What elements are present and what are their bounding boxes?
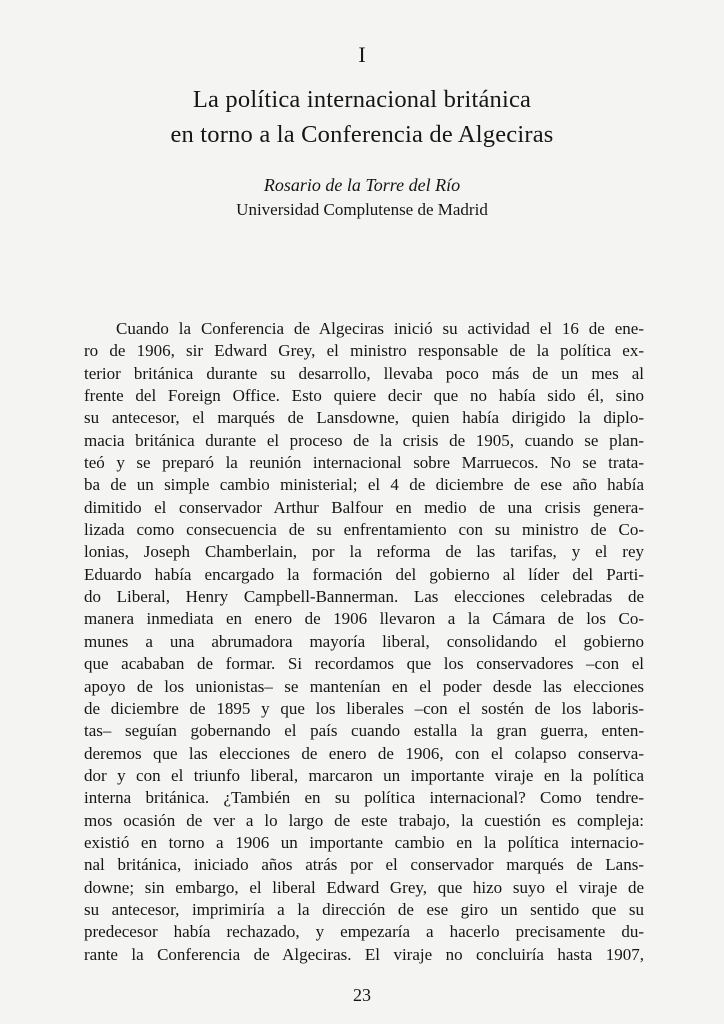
body-line: terior británica durante su desarrollo, llevaba poco más de un mes al [84,363,644,383]
body-line: ro de 1906, sir Edward Grey, el ministro responsable de la política ex- [84,341,644,361]
body-line: downe; sin embargo, el liberal Edward Grey, que hizo suyo el viraje de [84,877,644,897]
body-line: predecesor había rechazado, y empezaría a hacerlo precisamente du- [84,922,644,942]
body-line: ba de un simple cambio ministerial; el 4 de diciembre de ese año había [84,475,644,495]
body-line: mos ocasión de ver a lo largo de este trabajo, la cuestión es compleja: [84,810,644,830]
body-line: su antecesor, el marqués de Lansdowne, quien había dirigido la diplo- [84,408,644,428]
page-number: 23 [353,985,371,1005]
body-paragraph [84,318,644,966]
chapter-title-line: en torno a la Conferencia de Algeciras [170,121,554,148]
body-line: Eduardo había encargado la formación del gobierno al líder del Parti- [84,564,644,584]
author-affiliation: Universidad Complutense de Madrid [236,200,488,219]
body-line: que acababan de formar. Si recordamos que los conservadores –con el [84,654,644,674]
body-line: lizada como consecuencia de su enfrentamiento con su ministro de Co- [84,520,644,540]
body-line: macia británica durante el proceso de la crisis de 1905, cuando se plan- [84,430,644,450]
body-line: nal británica, iniciado años atrás por el conservador marqués de Lans- [84,855,644,875]
chapter-title [60,82,664,152]
body-line: deremos que las elecciones de enero de 1906, con el colapso conserva- [84,743,644,763]
body-line: do Liberal, Henry Campbell-Bannerman. Las elecciones celebradas de [84,587,644,607]
body-line: teó y se preparó la reunión internacional sobre Marruecos. No se trata- [84,453,644,473]
body-line: su antecesor, imprimiría a la dirección de ese giro un sentido que su [84,899,644,919]
body-line: dor y con el triunfo liberal, marcaron un importante viraje en la política [84,765,644,785]
body-line: Cuando la Conferencia de Algeciras inició su actividad el 16 de ene- [116,319,644,338]
body-line: existió en torno a 1906 un importante cambio en la política internacio- [84,832,644,852]
body-line: manera inmediata en enero de 1906 llevaron a la Cámara de los Co- [84,609,644,629]
body-line: frente del Foreign Office. Esto quiere decir que no había sido él, sino [84,386,644,406]
body-line: apoyo de los unionistas– se mantenían en el poder desde las elecciones [84,676,644,696]
chapter-title-line: La política internacional británica [192,86,532,113]
body-line: munes a una abrumadora mayoría liberal, consolidando el gobierno [84,631,644,651]
body-line: de diciembre de 1895 y que los liberales –con el sostén de los laboris- [84,698,644,718]
author-name: Rosario de la Torre del Río [263,175,461,195]
body-line: dimitido el conservador Arthur Balfour en medio de una crisis genera- [84,497,644,517]
chapter-number: I [358,42,366,67]
body-line: lonias, Joseph Chamberlain, por la reforma de las tarifas, y el rey [84,542,644,562]
body-line: interna británica. ¿También en su política internacional? Como tendre- [84,788,644,808]
body-line: rante la Conferencia de Algeciras. El viraje no concluiría hasta 1907, [84,944,644,964]
body-line: tas– seguían gobernando el país cuando estalla la gran guerra, enten- [84,721,644,741]
